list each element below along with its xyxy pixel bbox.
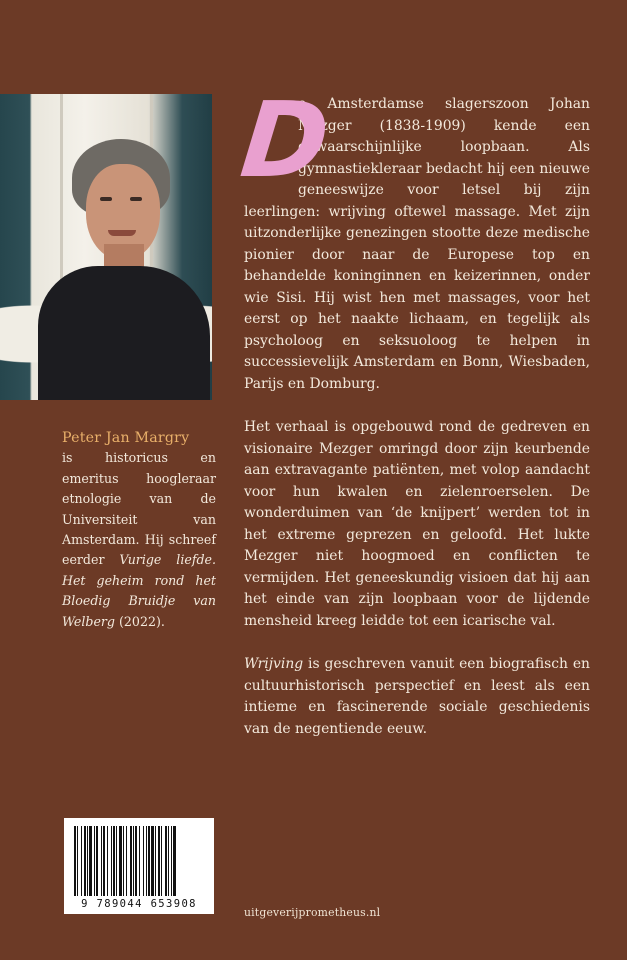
barcode-bar bbox=[161, 826, 162, 896]
barcode-bar bbox=[119, 826, 122, 896]
author-bio-text bbox=[62, 448, 216, 632]
barcode-bar bbox=[101, 826, 102, 896]
barcode-bar bbox=[148, 826, 150, 896]
author-name: Peter Jan Margry bbox=[62, 430, 190, 446]
barcode-bar bbox=[143, 826, 144, 896]
barcode-bar bbox=[155, 826, 156, 896]
barcode-bar bbox=[89, 826, 92, 896]
blurb-paragraph-1 bbox=[235, 79, 590, 395]
barcode-bar bbox=[173, 826, 176, 896]
barcode-bar bbox=[113, 826, 115, 896]
barcode-bar bbox=[94, 826, 95, 896]
author-mouth bbox=[108, 230, 136, 236]
barcode-bar bbox=[165, 826, 167, 896]
author-shirt bbox=[38, 266, 210, 400]
barcode-bar bbox=[107, 826, 108, 896]
barcode-bar bbox=[158, 826, 160, 896]
blurb bbox=[235, 79, 590, 762]
barcode-bar bbox=[111, 826, 112, 896]
barcode-bar bbox=[74, 826, 76, 896]
barcode-bar bbox=[171, 826, 172, 896]
isbn-digits: 9 789044 653908 bbox=[81, 898, 197, 910]
barcode-bar bbox=[168, 826, 169, 896]
bio-book-title: Vurige liefde. Het geheim rond het Bloedig Bruidje van Welberg bbox=[62, 552, 216, 629]
bio-text-part: is historicus en emeritus hoogleraar etnologie van de Universiteit van Amsterdam. Hij schreef eerder bbox=[62, 450, 216, 568]
barcode-bar bbox=[139, 826, 140, 896]
publisher-website[interactable]: uitgeverijprometheus.nl bbox=[244, 906, 381, 919]
barcode-bar bbox=[123, 826, 124, 896]
barcode-bar bbox=[133, 826, 134, 896]
barcode-bar bbox=[103, 826, 105, 896]
blurb-text: is geschreven vanuit een biografisch en cultuurhistorisch perspectief en leest als een intieme en fascinerende sociale geschiedenis van de negentiende eeuw. bbox=[244, 656, 590, 737]
barcode-bar bbox=[81, 826, 82, 896]
barcode-bar bbox=[151, 826, 154, 896]
barcode-bar bbox=[87, 826, 88, 896]
barcode-bar bbox=[135, 826, 137, 896]
blurb-paragraph-3 bbox=[244, 654, 590, 740]
drop-cap: D bbox=[235, 79, 335, 201]
barcode-bar bbox=[126, 826, 127, 896]
blurb-text: e Amsterdamse slagerszoon Johan Mezger (1838-1909) kende een onwaarschijnlijke loopbaan. Als gymnastiekleraar bedacht hij een nieuwe geneeswijze voor letsel bij zijn leerlingen: wrijving oftewel massage. Met zijn uitzonderlijke genezingen stootte deze medische pionier door naar de Europese top en behandelde koninginnen en keizerinnen, onder wie Sisi. Hij wist hen met massages, voor het eerst op het naakte lichaam, en tegelijk als psycholoog en seksuoloog te helpen in successievelijk Amsterdam en Bonn, Wiesbaden, Parijs en Domburg. bbox=[244, 96, 590, 392]
barcode-bar bbox=[146, 826, 147, 896]
barcode-bar bbox=[77, 826, 78, 896]
blurb-paragraph-2: Het verhaal is opgebouwd rond de gedreven en visionaire Mezger omringd door zijn keurbende aan extravagante patiënten, met volop aandacht voor hun kwalen en zielenroerselen. De wonderduimen van ‘de knijpert’ werden tot in het extreme geprezen en geloofd. Het lukte Mezger niet hoogmoed en conflicten te vermijden. Het geneeskundig visioen dat hij aan het einde van zijn loopbaan voor de lijdende mensheid kreeg leidde tot een icarische val. bbox=[244, 419, 590, 629]
barcode-bars bbox=[74, 826, 204, 896]
barcode-bar bbox=[96, 826, 98, 896]
author-eye bbox=[130, 197, 142, 201]
author-eye bbox=[100, 197, 112, 201]
isbn-barcode bbox=[64, 818, 214, 914]
barcode-bar bbox=[130, 826, 132, 896]
barcode-bar bbox=[116, 826, 117, 896]
author-photo bbox=[0, 94, 212, 400]
barcode-bar bbox=[84, 826, 86, 896]
author-bio bbox=[62, 428, 216, 632]
book-title: Wrijving bbox=[244, 656, 304, 672]
bio-text-part: (2022). bbox=[115, 613, 165, 629]
